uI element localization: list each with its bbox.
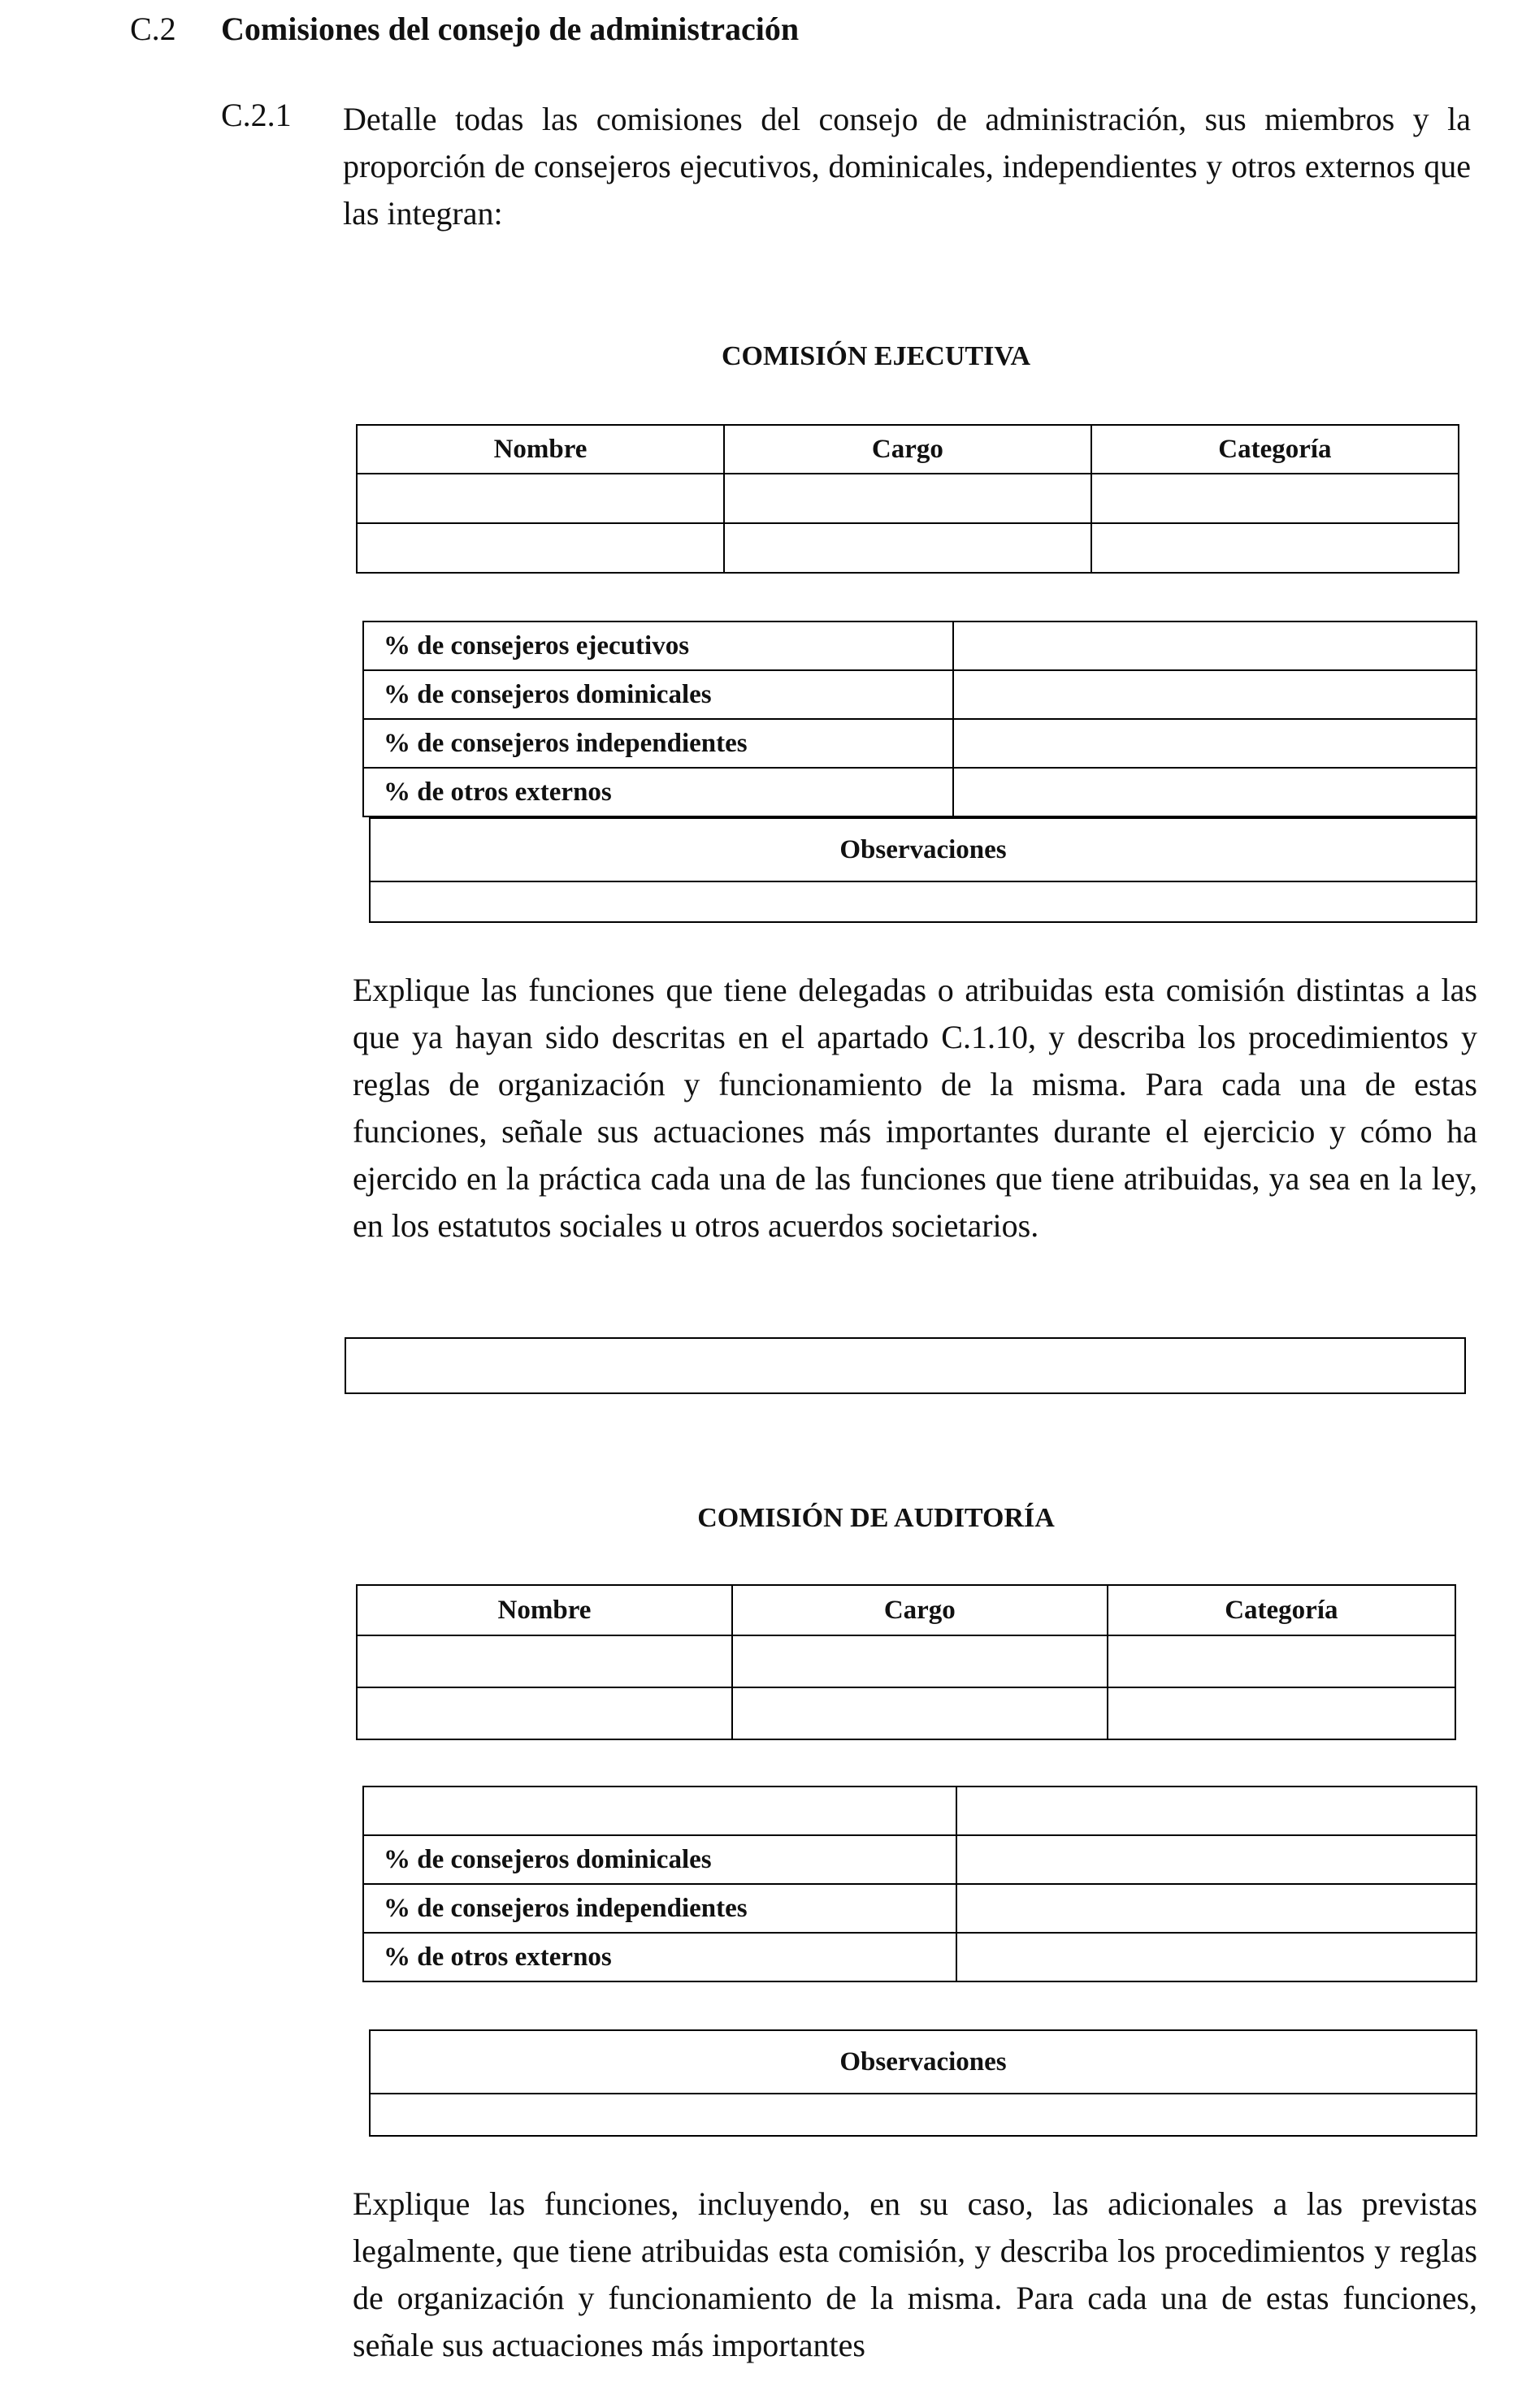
pct-value[interactable] — [953, 670, 1476, 719]
pct-label: % de otros externos — [363, 768, 953, 816]
observations-field[interactable] — [370, 881, 1476, 922]
cell-cargo[interactable] — [732, 1635, 1108, 1687]
cell-nombre[interactable] — [357, 523, 724, 573]
column-header-cargo: Cargo — [724, 425, 1091, 474]
answer-box[interactable] — [345, 1337, 1466, 1394]
cell-nombre[interactable] — [357, 1687, 732, 1739]
table-row — [363, 1933, 1476, 1981]
table-row — [357, 1635, 1455, 1687]
committee-title: COMISIÓN EJECUTIVA — [721, 341, 1031, 371]
pct-value[interactable] — [956, 1884, 1476, 1933]
observations-table — [369, 2029, 1477, 2137]
table-row — [357, 523, 1459, 573]
table-row — [357, 474, 1459, 523]
pct-value[interactable] — [956, 1787, 1476, 1835]
observations-table — [369, 817, 1477, 923]
table-row — [363, 670, 1476, 719]
column-header-categoria: Categoría — [1091, 425, 1459, 474]
pct-label — [363, 1787, 956, 1835]
cell-categoria[interactable] — [1108, 1635, 1455, 1687]
pct-value[interactable] — [953, 719, 1476, 768]
pct-label: % de consejeros dominicales — [363, 670, 953, 719]
cell-nombre[interactable] — [357, 1635, 732, 1687]
question-text: Detalle todas las comisiones del consejo de administración, sus miembros y la proporción de consejeros ejecutivos, dominicales, independientes y otros externos que las integran: — [343, 101, 1471, 232]
pct-label: % de otros externos — [363, 1933, 956, 1981]
members-table — [356, 424, 1459, 574]
cell-cargo[interactable] — [724, 474, 1091, 523]
pct-label: % de consejeros independientes — [363, 719, 953, 768]
pct-value[interactable] — [953, 621, 1476, 670]
explain-paragraph: Explique las funciones, incluyendo, en su caso, las adicionales a las previstas legalmente, que tiene atribuidas esta comisión, y describa los procedimientos y reglas de organización y funcionamiento de la misma. Para cada una de estas funciones, señale sus actuaciones más importantes — [353, 2185, 1477, 2363]
column-header-categoria: Categoría — [1108, 1585, 1455, 1635]
observations-header: Observaciones — [370, 2030, 1476, 2094]
section-number: C.2 — [130, 11, 176, 47]
pct-label: % de consejeros ejecutivos — [363, 621, 953, 670]
percentage-table — [362, 621, 1477, 817]
explain-paragraph: Explique las funciones que tiene delegadas o atribuidas esta comisión distintas a las que ya hayan sido descritas en el apartado C.1.10, y describa los procedimientos y reglas de organización y funcionamiento de la misma. Para cada una de estas funciones, señale sus actuaciones más importantes durante el ejercicio y cómo ha ejercido en la práctica cada una de las funciones que tiene atribuidas, ya sea en la ley, en los estatutos sociales u otros acuerdos societarios. — [353, 972, 1477, 1244]
table-row — [363, 621, 1476, 670]
cell-categoria[interactable] — [1108, 1687, 1455, 1739]
pct-label: % de consejeros dominicales — [363, 1835, 956, 1884]
table-row — [363, 1835, 1476, 1884]
cell-cargo[interactable] — [724, 523, 1091, 573]
section-title: Comisiones del consejo de administración — [221, 11, 800, 47]
cell-categoria[interactable] — [1091, 474, 1459, 523]
cell-categoria[interactable] — [1091, 523, 1459, 573]
table-row — [363, 1787, 1476, 1835]
table-row — [363, 719, 1476, 768]
observations-field[interactable] — [370, 2094, 1476, 2136]
column-header-nombre: Nombre — [357, 1585, 732, 1635]
observations-header: Observaciones — [370, 818, 1476, 881]
column-header-cargo: Cargo — [732, 1585, 1108, 1635]
pct-value[interactable] — [956, 1933, 1476, 1981]
percentage-table — [362, 1786, 1477, 1982]
cell-cargo[interactable] — [732, 1687, 1108, 1739]
committee-title: COMISIÓN DE AUDITORÍA — [697, 1503, 1055, 1533]
cell-nombre[interactable] — [357, 474, 724, 523]
pct-value[interactable] — [953, 768, 1476, 816]
table-row — [357, 1687, 1455, 1739]
pct-label: % de consejeros independientes — [363, 1884, 956, 1933]
pct-value[interactable] — [956, 1835, 1476, 1884]
question-number: C.2.1 — [221, 97, 292, 133]
table-row — [363, 768, 1476, 816]
members-table — [356, 1584, 1456, 1740]
table-row — [363, 1884, 1476, 1933]
column-header-nombre: Nombre — [357, 425, 724, 474]
